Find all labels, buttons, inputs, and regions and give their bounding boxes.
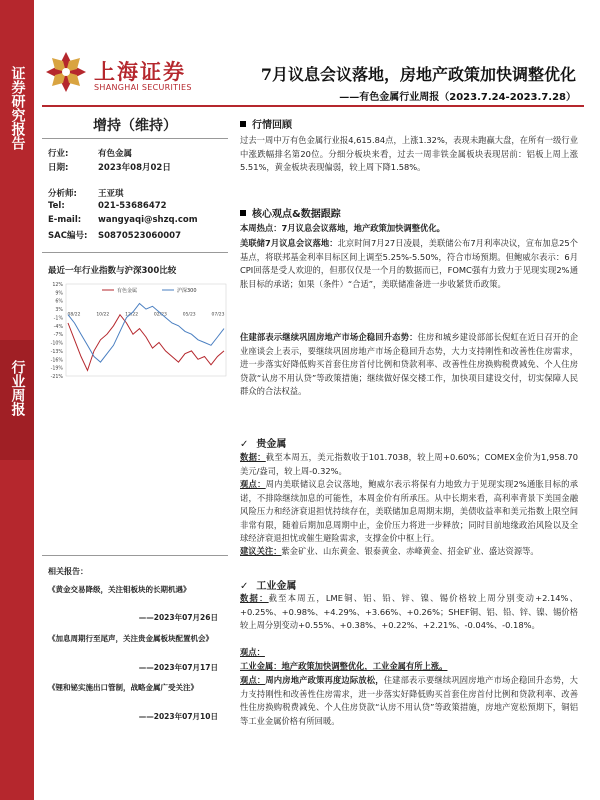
precious-data-paragraph: 数据：截至本周五，美元指数收于101.7038，较上周+0.60%；COMEX金价为1,958.70美元/盎司，较上周-0.32%。 xyxy=(240,452,578,476)
brand-name-cn: 上海证券 xyxy=(94,59,186,84)
y-tick-label: -19% xyxy=(50,366,63,372)
section-core-heading: 核心观点&数据跟踪 xyxy=(240,205,341,220)
y-tick-label: 6% xyxy=(55,299,63,305)
y-tick-label: -7% xyxy=(53,333,63,339)
rating: 增持（维持） xyxy=(93,118,177,134)
meta-divider xyxy=(42,252,228,253)
industrial-data-paragraph: 数据：截至本周五，LME铜、铝、铅、锌、镍、锡价格较上周分别变动+2.14%、+0.25%、+0.98%、+4.29%、+3.66%、+0.26%；SHEF铜、铝、铅、锌、镍、锡价格较上周分别变动+0.55%、+0.38%、+0.22%、+2.21%、-0.04%、-0.18%。 xyxy=(240,593,578,630)
brand-name-en: SHANGHAI SECURITIES xyxy=(94,83,192,92)
meta-date: 日期: 2023年08月02日 xyxy=(48,163,171,173)
x-tick-label: 07/23 xyxy=(211,312,225,318)
brand-logo xyxy=(44,50,219,94)
meta-email[interactable]: E-mail: wangyaqi@shzq.com xyxy=(48,215,198,225)
meta-analyst: 分析师: 王亚琪 xyxy=(48,189,124,199)
review-paragraph: 过去一周中万有色金属行业报4,615.84点，上涨1.32%，表现未跑赢大盘，在所有一级行业中涨跌幅排名第20位。分细分板块来看，过去一周非铁金属板块表现居前：铝板上周上涨5.51%，黄金板块表现偏弱，较上周下降1.58%。 xyxy=(240,135,578,172)
related-report-3-date: ——2023年07月10日 xyxy=(138,712,218,721)
y-tick-label: -1% xyxy=(53,316,63,322)
y-tick-label: -16% xyxy=(50,358,63,364)
x-tick-label: 02/23 xyxy=(153,312,167,318)
industrial-view-paragraph: 观点：周内房地产政策再度边际放松，住建部表示要继续巩固房地产市场企稳回升态势，大力支持刚性和改善性住房需求，进一步落实好降低购买首套住房首付比例和贷款利率、改善性住房换购税费减免、个人住房贷款“认房不用认贷”等政策措施，房地产宽松预期下，铜铝等工业金属价格有所回暖。 xyxy=(240,675,578,726)
series-line-1 xyxy=(68,304,224,363)
industrial-view-headline: 工业金属：地产政策加快调整优化，工业金属有所上涨。 xyxy=(240,661,448,671)
brand-emblem-icon xyxy=(44,50,88,94)
y-tick-label: -13% xyxy=(50,349,63,355)
check-icon: ✓ xyxy=(240,439,249,450)
square-bullet-icon xyxy=(240,121,246,127)
rating-divider xyxy=(42,138,228,139)
section-review-heading: 行情回顾 xyxy=(240,116,292,131)
housing-policy-paragraph: 住建部表示继续巩固房地产市场企稳回升态势：住房和城乡建设部部长倪虹在近日召开的企业座谈会上表示，要继续巩固房地产市场企稳回升态势，大力支持刚性和改善性住房需求，进一步落实好降低购买首套住房首付比例和贷款利率、改善性住房换购税费减免、个人住房贷款“认房不用认贷”等政策措施；继续做好保交楼工作，加快项目建设交付，切实保障人民群众的合法权益。 xyxy=(240,332,578,396)
related-report-2[interactable]: 《加息周期行至尾声，关注贵金属板块配置机会》 xyxy=(48,634,213,643)
series-line-0 xyxy=(68,315,224,371)
hot-topic-line: 本周热点：7月议息会议落地，地产政策加快调整优化。 xyxy=(240,223,445,233)
legend-label: 沪深300 xyxy=(177,288,197,294)
related-report-1[interactable]: 《黄金交易降级，关注钼板块的长期机遇》 xyxy=(48,585,191,594)
y-tick-label: -21% xyxy=(50,375,63,380)
meta-tel: Tel: 021-53686472 xyxy=(48,201,167,211)
index-comparison-chart xyxy=(42,280,230,380)
x-tick-label: 10/22 xyxy=(96,312,110,318)
meta-industry: 行业: 有色金属 xyxy=(48,149,133,159)
related-report-3[interactable]: 《锂和铋实施出口管制，战略金属广受关注》 xyxy=(48,683,198,692)
y-tick-label: 12% xyxy=(52,283,63,288)
meta-sac: SAC编号: S0870523060007 xyxy=(48,231,182,241)
section-precious-heading: ✓ 贵金属 xyxy=(240,439,287,450)
precious-view-paragraph: 观点：周内美联储议息会议落地，鲍威尔表示将保有力地致力于见现实现2%通胀目标的承诺，不排除继续加息的可能性，本周金价有所承压。从中长期来看，高利率背景下美国金融风险压力和经济衰退担忧持续存在，美联储加息周期末期，美债收益率和美元指数上限空间非常有限，随着后期加息周期中止，金价压力将进一步释放；同时目前地缘政治风险以及全球经济衰退担忧或催生避险需求，支撑金价中枢上行。 xyxy=(240,479,578,543)
fed-meeting-paragraph: 美联储7月议息会议落地：北京时间7月27日凌晨，美联储公布7月利率决议，宣布加息25个基点，将联邦基金利率目标区间上调至5.25%-5.50%，符合市场预期。但鲍威尔表示：6月CPI回落是受人欢迎的，但那仅仅是一个月的数据而已，FOMC强有力致力于见现实现2%通胀目标的承诺；如果（条件）“合适”，美联储准备进一步收紧货币政策。 xyxy=(240,238,578,289)
industrial-view-label: 观点： xyxy=(240,647,265,657)
check-icon: ✓ xyxy=(240,581,249,592)
related-reports-title: 相关报告： xyxy=(48,567,88,576)
x-tick-label: 05/23 xyxy=(182,312,196,318)
sidebar-report-type: 证券研究报告 xyxy=(9,66,26,150)
section-industrial-heading: ✓ 工业金属 xyxy=(240,581,297,592)
x-tick-label: 08/22 xyxy=(67,312,81,318)
sidebar-weekly-label: 行业周报 xyxy=(9,360,26,416)
report-subtitle: ——有色金属行业周报（2023.7.24-2023.7.28） xyxy=(339,92,576,103)
report-title: 7月议息会议落地，房地产政策加快调整优化 xyxy=(260,65,576,84)
chart-divider xyxy=(42,555,228,556)
square-bullet-icon xyxy=(240,210,246,216)
y-tick-label: 3% xyxy=(55,308,63,314)
precious-focus-paragraph: 建议关注：紫金矿业、山东黄金、银泰黄金、赤峰黄金、招金矿业、盛达资源等。 xyxy=(240,546,539,556)
chart-title: 最近一年行业指数与沪深300比较 xyxy=(48,266,177,276)
title-divider xyxy=(42,105,584,107)
related-report-1-date: ——2023年07月26日 xyxy=(138,613,218,622)
x-tick-label: 12/22 xyxy=(125,312,139,318)
legend-label: 有色金属 xyxy=(117,288,138,294)
related-report-2-date: ——2023年07月17日 xyxy=(138,663,218,672)
y-tick-label: -10% xyxy=(50,341,63,347)
y-tick-label: -4% xyxy=(53,324,63,330)
y-tick-label: 9% xyxy=(55,291,63,297)
